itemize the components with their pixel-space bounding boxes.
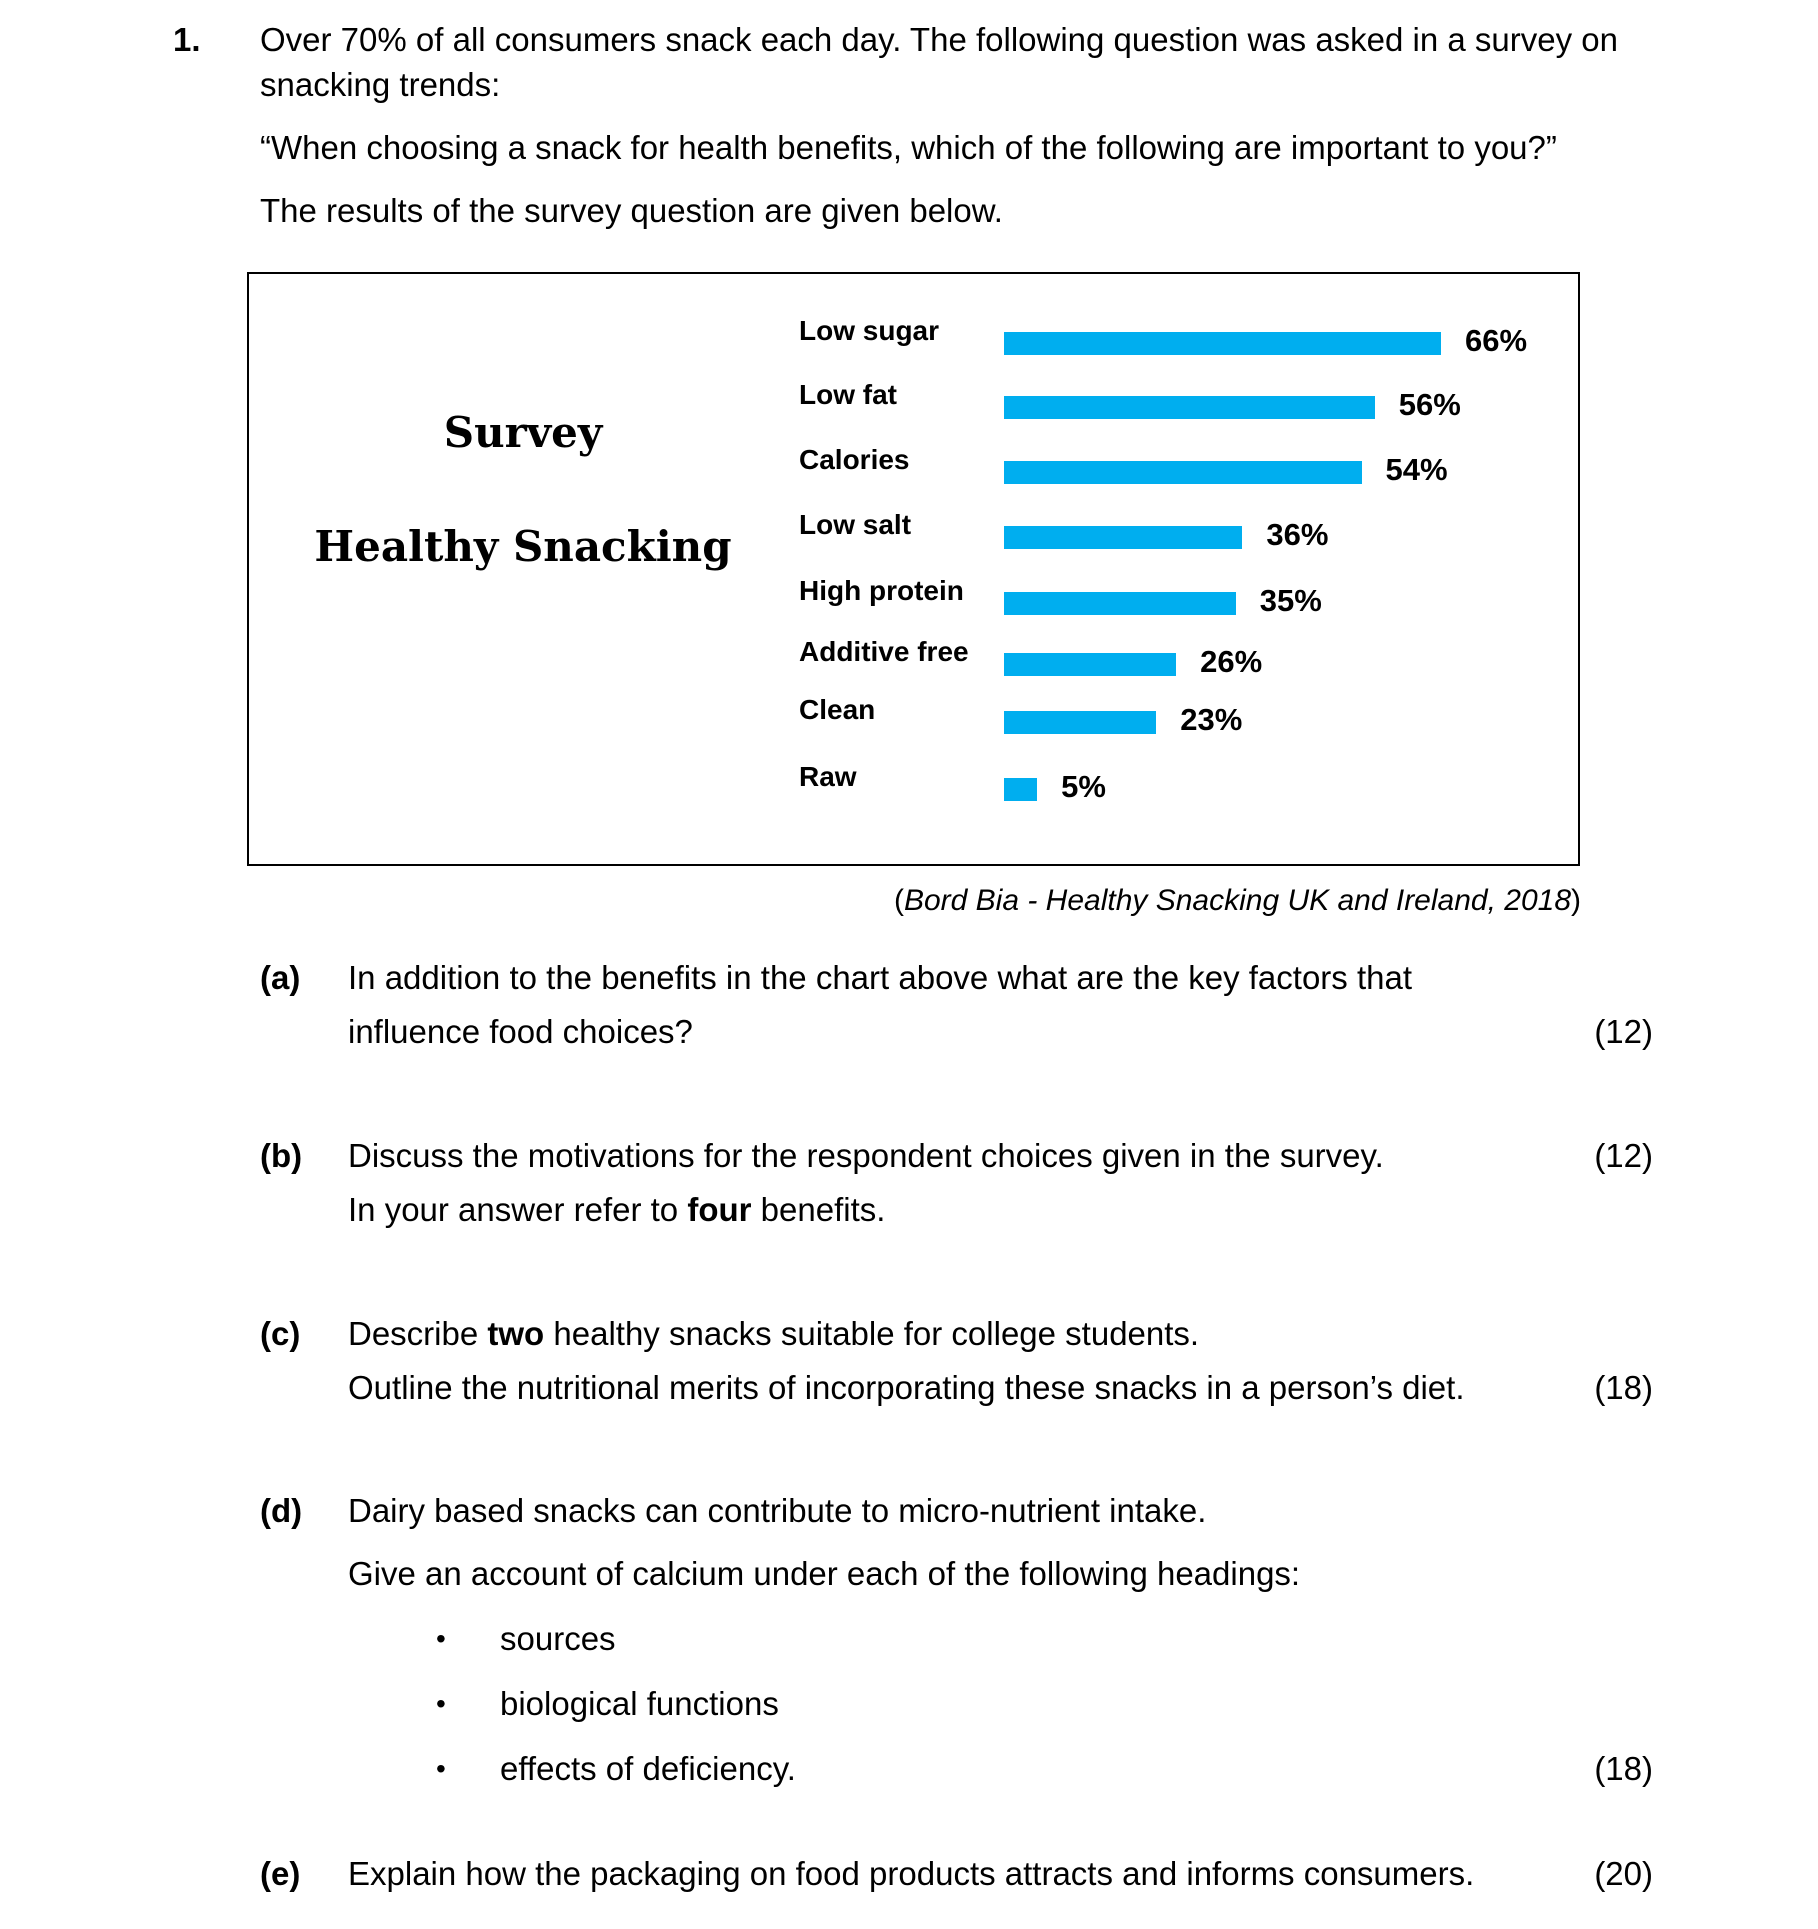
bar — [1004, 461, 1362, 484]
bar — [1004, 711, 1156, 734]
part-d-marks: (18) — [1594, 1750, 1653, 1787]
value-label: 54% — [1385, 452, 1448, 487]
survey-chart — [247, 272, 1580, 866]
bullet-icon: • — [436, 1623, 446, 1654]
part-d-bullet-functions: biological functions — [500, 1685, 779, 1722]
part-e-line1: Explain how the packaging on food products attracts and informs consumers. — [348, 1855, 1475, 1892]
category-label: Low fat — [799, 379, 897, 410]
part-c-marks: (18) — [1594, 1369, 1653, 1406]
value-label: 26% — [1200, 644, 1263, 679]
part-b-line2 — [348, 1188, 885, 1232]
part-b-line2-post: benefits. — [751, 1191, 886, 1228]
bar — [1004, 778, 1037, 801]
question-intro-line2: snacking trends: — [260, 66, 501, 103]
value-label: 23% — [1180, 702, 1243, 737]
chart-subtitle: Healthy Snacking — [314, 522, 732, 571]
part-b-label: (b) — [260, 1137, 303, 1174]
part-d-bullet-deficiency: effects of deficiency. — [500, 1750, 796, 1787]
source-close-paren: ) — [1571, 884, 1581, 917]
part-d-bullet-sources: sources — [500, 1620, 616, 1657]
part-a-line1: In addition to the benefits in the chart above what are the key factors that — [348, 959, 1412, 996]
bullet-icon: • — [436, 1753, 446, 1784]
part-a-marks: (12) — [1594, 1013, 1653, 1050]
survey-question-quote: “When choosing a snack for health benefits, which of the following are important to you?” — [260, 129, 1557, 166]
part-d-line2: Give an account of calcium under each of the following headings: — [348, 1555, 1301, 1592]
bar — [1004, 592, 1236, 615]
value-label: 5% — [1061, 769, 1106, 804]
part-b-line2-pre: In your answer refer to — [348, 1191, 688, 1228]
category-label: Calories — [799, 444, 910, 475]
category-label: Low salt — [799, 509, 912, 540]
part-e-marks: (20) — [1594, 1855, 1653, 1892]
category-label: Raw — [799, 761, 857, 792]
part-e-label: (e) — [260, 1855, 301, 1892]
category-label: High protein — [799, 575, 964, 606]
part-d-label: (d) — [260, 1492, 303, 1529]
category-label: Clean — [799, 694, 876, 725]
part-c-label: (c) — [260, 1315, 301, 1352]
part-b-line2-bold: four — [687, 1191, 752, 1228]
value-label: 35% — [1259, 583, 1322, 618]
question-number: 1. — [173, 21, 201, 58]
part-c-line1 — [348, 1312, 1199, 1356]
category-label: Low sugar — [799, 315, 940, 346]
value-label: 66% — [1465, 323, 1528, 358]
chart-source-citation — [894, 884, 1581, 918]
bar — [1004, 653, 1176, 676]
part-c-line2: Outline the nutritional merits of incorporating these snacks in a person’s diet. — [348, 1369, 1465, 1406]
bar — [1004, 396, 1375, 419]
bar — [1004, 332, 1441, 355]
chart-title: Survey — [443, 408, 603, 457]
category-label: Additive free — [799, 636, 969, 667]
bullet-icon: • — [436, 1688, 446, 1719]
part-d-line1: Dairy based snacks can contribute to micro-nutrient intake. — [348, 1492, 1207, 1529]
part-c-line1-pre: Describe — [348, 1315, 488, 1352]
part-c-line1-post: healthy snacks suitable for college students. — [544, 1315, 1200, 1352]
part-b-marks: (12) — [1594, 1137, 1653, 1174]
part-a-label: (a) — [260, 959, 301, 996]
part-c-line1-bold: two — [487, 1315, 545, 1352]
part-a-line2: influence food choices? — [348, 1013, 693, 1050]
part-b-line1: Discuss the motivations for the respondent choices given in the survey. — [348, 1137, 1384, 1174]
results-intro: The results of the survey question are given below. — [260, 192, 1003, 229]
source-citation-text: Bord Bia - Healthy Snacking UK and Ireland, 2018 — [903, 884, 1571, 917]
bar — [1004, 526, 1242, 549]
value-label: 56% — [1398, 387, 1461, 422]
source-open-paren: ( — [893, 884, 904, 917]
question-intro-line1: Over 70% of all consumers snack each day. The following question was asked in a survey on — [260, 21, 1618, 58]
value-label: 36% — [1266, 517, 1329, 552]
